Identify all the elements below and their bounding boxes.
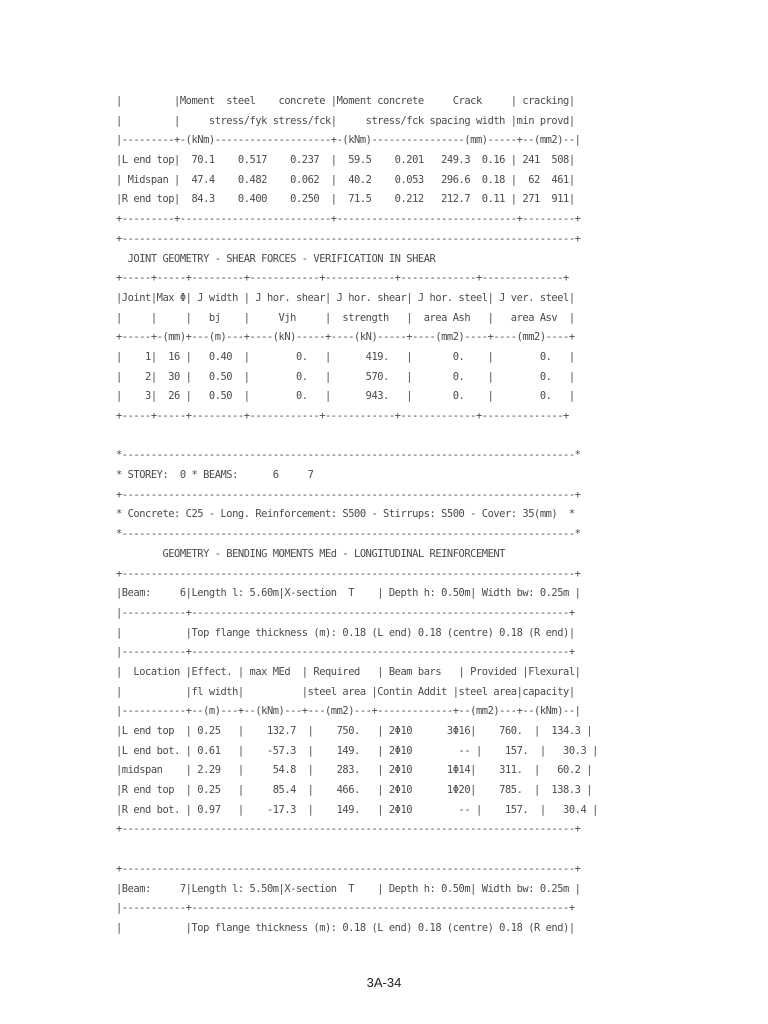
listing-line: |-----------+-----------------------------------------------------------------+ (116, 606, 575, 619)
listing-line: +------------------------------------------------------------------------------+ (116, 862, 581, 875)
listing-line: | |Top flange thickness (m): 0.18 (L end) 0.18 (centre) 0.18 (R end)| (116, 921, 575, 934)
listing-line: |L end top| 70.1 0.517 0.237 | 59.5 0.201 249.3 0.16 | 241 508| (116, 154, 575, 167)
page-number: 3A-34 (366, 975, 402, 990)
listing-line: |-----------+-----------------------------------------------------------------+ (116, 902, 575, 915)
report-listing (116, 92, 686, 939)
listing-line: |midspan | 2.29 | 54.8 | 283. | 2Φ10 1Φ14| 311. | 60.2 | (116, 764, 593, 777)
listing-line: +------------------------------------------------------------------------------+ (116, 232, 581, 245)
storey-header: * STOREY: 0 * BEAMS: 6 7 (116, 469, 314, 482)
listing-line: | 3| 26 | 0.50 | 0. | 943. | 0. | 0. | (116, 390, 575, 403)
listing-line: | Location |Effect. | max MEd | Required | Beam bars | Provided |Flexural| (116, 665, 581, 678)
listing-line (116, 427, 686, 447)
listing-line: | Midspan | 47.4 0.482 0.062 | 40.2 0.053 296.6 0.18 | 62 461| (116, 173, 575, 186)
listing-line: | |Moment steel concrete |Moment concrete Crack | cracking| (116, 95, 575, 107)
listing-line: |L end top | 0.25 | 132.7 | 750. | 2Φ10 3Φ16| 760. | 134.3 | (116, 725, 593, 737)
listing-line: |Joint|Max Φ| J width | J hor. shear| J hor. shear| J hor. steel| J ver. steel| (116, 291, 575, 304)
listing-line: |R end bot. | 0.97 | -17.3 | 149. | 2Φ10 -- | 157. | 30.4 | (116, 803, 598, 816)
materials-line: * Concrete: C25 - Long. Reinforcement: S500 - Stirrups: S500 - Cover: 35(mm) * (116, 508, 575, 521)
beam-6-header: |Beam: 6|Length l: 5.60m|X-section T | Depth h: 0.50m| Width bw: 0.25m | (116, 587, 581, 600)
listing-line: | |fl width| |steel area |Contin Addit |steel area|capacity| (116, 685, 575, 698)
listing-line: |R end top| 84.3 0.400 0.250 | 71.5 0.212 212.7 0.11 | 271 911| (116, 193, 575, 206)
listing-line: |-----------+-----------------------------------------------------------------+ (116, 646, 575, 659)
listing-line: |L end bot. | 0.61 | -57.3 | 149. | 2Φ10 -- | 157. | 30.3 | (116, 744, 598, 757)
listing-line (116, 840, 686, 860)
listing-line: | 1| 16 | 0.40 | 0. | 419. | 0. | 0. | (116, 350, 575, 363)
listing-line: |-----------+--(m)---+--(kNm)---+---(mm2)---+-------------+--(mm2)---+--(kNm)--| (116, 705, 581, 718)
beam-7-header: |Beam: 7|Length l: 5.50m|X-section T | Depth h: 0.50m| Width bw: 0.25m | (116, 882, 581, 895)
listing-line: +------------------------------------------------------------------------------+ (116, 823, 581, 836)
listing-line: *------------------------------------------------------------------------------* (116, 449, 581, 462)
listing-line: +------------------------------------------------------------------------------+ (116, 567, 581, 580)
listing-line: *------------------------------------------------------------------------------* (116, 528, 581, 541)
listing-line: | 2| 30 | 0.50 | 0. | 570. | 0. | 0. | (116, 370, 575, 383)
listing-line: |---------+-(kNm)--------------------+-(kNm)----------------(mm)-----+--(mm2)--| (116, 134, 581, 147)
listing-line: +------------------------------------------------------------------------------+ (116, 488, 581, 501)
section-title-joint-geometry: JOINT GEOMETRY - SHEAR FORCES - VERIFICATION IN SHEAR (116, 252, 436, 265)
section-title-bending-moments: GEOMETRY - BENDING MOMENTS MEd - LONGITUDINAL REINFORCEMENT (116, 547, 505, 560)
listing-line: +---------+--------------------------+-------------------------------+---------+ (116, 213, 581, 226)
listing-line: +-----+-----+---------+------------+------------+-------------+--------------+ (116, 410, 569, 422)
listing-line: |R end top | 0.25 | 85.4 | 466. | 2Φ10 1Φ20| 785. | 138.3 | (116, 784, 593, 797)
listing-line: | | | bj | Vjh | strength | area Ash | area Asv | (116, 311, 575, 324)
listing-line: | | stress/fyk stress/fck| stress/fck spacing width |min provd| (116, 114, 575, 127)
listing-line: +-----+-----+---------+------------+------------+-------------+--------------+ (116, 272, 569, 285)
listing-line: | |Top flange thickness (m): 0.18 (L end) 0.18 (centre) 0.18 (R end)| (116, 626, 575, 639)
listing-line: +-----+-(mm)+---(m)---+----(kN)-----+----(kN)-----+----(mm2)----+----(mm2)----+ (116, 331, 575, 344)
